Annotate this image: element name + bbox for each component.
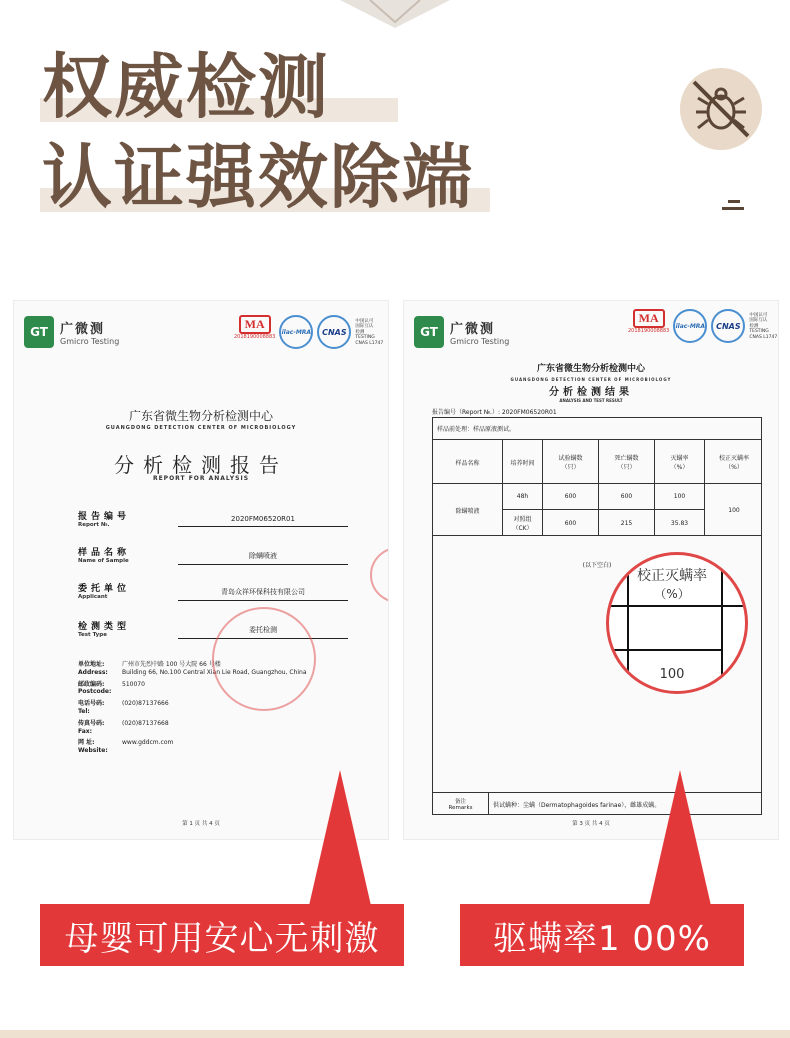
cma-number: 2018190008883: [628, 328, 670, 334]
field-sample-name: 样品名称 Name of Sample 除螨喷液: [78, 545, 348, 564]
field-applicant: 委托单位 Applicant 青岛众祥环保科技有限公司: [78, 581, 348, 600]
report-title-cn: 分析检测报告: [114, 453, 288, 477]
page-number: 第 3 页 共 4 页: [572, 821, 610, 827]
report-cover-document: [13, 300, 389, 840]
page-number: 第 1 页 共 4 页: [182, 821, 220, 827]
org-name-en: GUANGDONG DETECTION CENTER OF MICROBIOLOGY: [105, 425, 297, 431]
ilac-mra-icon: ilac-MRA: [279, 315, 313, 349]
table-header-row: 样品名称 培养时间 试验螨数 （只） 死亡螨数 （只） 灭螨率 （%） 校正灭螨率 （%）: [433, 440, 761, 484]
logo-name-cn: 广微测: [60, 322, 106, 337]
magnifier-zoom-callout: [606, 552, 748, 694]
field-test-type: 检测类型 Test Type 委托检测: [78, 619, 348, 638]
bottom-accent-bar: [0, 1030, 790, 1038]
headline-line-2: 认证强效除端: [42, 136, 474, 218]
result-title-cn: 分析检测结果: [549, 387, 633, 398]
blank-note: (以下空白): [582, 562, 612, 569]
gmicro-logo: [414, 316, 509, 348]
result-title-en: ANALYSIS AND TEST RESULT: [559, 398, 623, 403]
magnifier-unit: （%）: [654, 587, 690, 601]
cma-number: 2018190008883: [234, 334, 276, 340]
result-report-number: 报告编号（Report №.）: 2020FM06520R01: [432, 409, 557, 416]
logo-name-cn: 广微测: [450, 322, 496, 337]
menu-dash-icon: [722, 200, 744, 210]
org-name-cn: 广东省微生物分析检测中心: [128, 409, 273, 423]
pointer-left: [300, 770, 380, 910]
official-seal-stamp: [212, 607, 316, 711]
field-report-number: 报告编号 Report №. 2020FM06520R01: [78, 509, 348, 528]
top-notch-decoration: [340, 0, 450, 30]
remarks-row: 备注 Remarks 供试螨种：尘螨（Dermatophagoides farinae），雌雄成螨。: [433, 792, 761, 816]
cert-logos: [628, 309, 777, 343]
cnas-side-text: 中国认可 国际互认 检测 TESTING CNAS L1747: [355, 319, 384, 346]
logo-name-en: Gmicro Testing: [60, 337, 120, 346]
pointer-right: [640, 770, 720, 910]
result-org-cn: 广东省微生物分析检测中心: [536, 364, 645, 374]
headline-line-1: 权威检测: [42, 46, 330, 128]
edge-seal-stamp: [370, 547, 389, 603]
cma-mark: MA: [633, 309, 665, 328]
mite-prohibited-icon: [680, 68, 762, 150]
pretreatment-row: 样品前处理：样品原液测试。: [433, 418, 761, 440]
magnifier-value: 100: [659, 667, 685, 682]
cert-logos: [234, 315, 383, 349]
result-org-en: GUANGDONG DETECTION CENTER OF MICROBIOLOGY: [510, 377, 672, 382]
gmicro-logo: [24, 316, 119, 348]
cnas-side-text: 中国认可 国际互认 检测 TESTING CNAS L1747: [749, 313, 778, 340]
banner-mite-repel-rate: 驱螨率1 00%: [460, 904, 744, 966]
banner-safe-for-mother-baby: 母婴可用安心无刺激: [40, 904, 404, 966]
cnas-icon: CNAS: [317, 315, 351, 349]
report-title-en: REPORT FOR ANALYSIS: [152, 475, 250, 482]
contact-block: 单位地址: 广州市先烈中路 100 号大院 66 号楼 Address: Building 66, No.100 Central Xian Lie Road, Guangzhou, China 邮政编码: 510070 Postcode: 电话号码: (020)87137666 Tel: 传真号码: (020)87137668 Fax: 网 址: www.gddcm.com Website:: [78, 661, 307, 755]
logo-name-en: Gmicro Testing: [450, 337, 510, 346]
gmicro-logo-icon: GT: [24, 316, 54, 348]
gmicro-logo-icon: GT: [414, 316, 444, 348]
cma-mark: MA: [239, 315, 271, 334]
table-data-row: 除螨喷液 48h 600 600 100 对照组 （CK） 600 215 35.83 100: [433, 484, 761, 536]
ilac-mra-icon: ilac-MRA: [673, 309, 707, 343]
cnas-icon: CNAS: [711, 309, 745, 343]
magnifier-header: 校正灭螨率: [637, 568, 707, 584]
